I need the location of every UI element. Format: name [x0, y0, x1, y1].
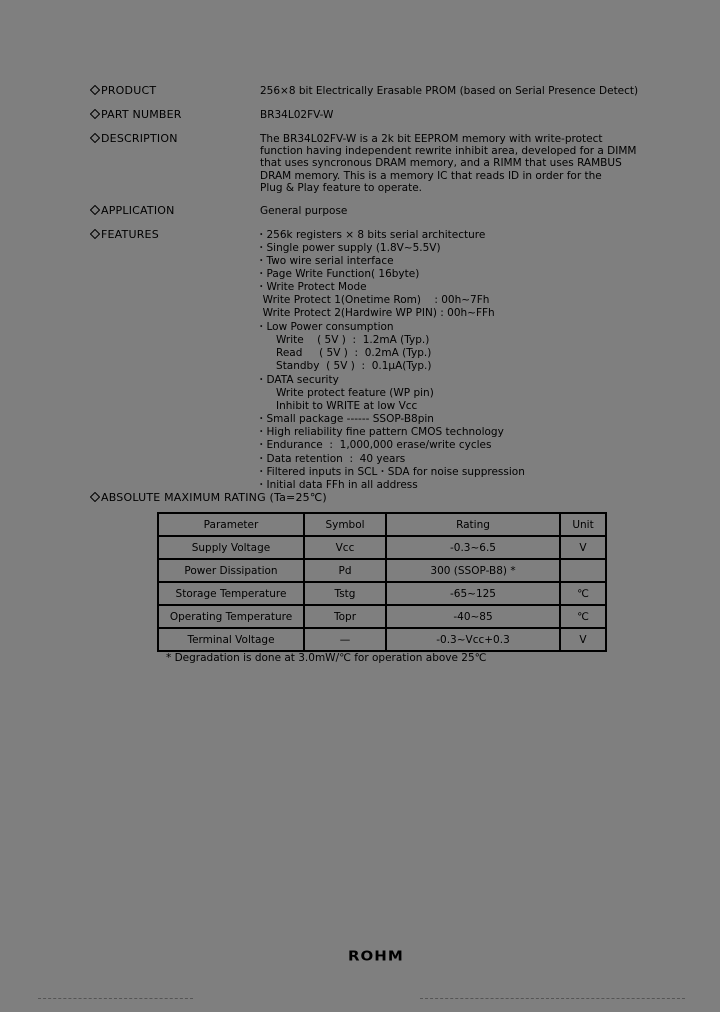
- feature-item: ・High reliability fine pattern CMOS technology: [256, 426, 504, 438]
- absolute-max-table: [157, 512, 607, 652]
- diamond-icon: [90, 85, 100, 95]
- feature-item: ・Small package ------ SSOP-B8pin: [256, 413, 434, 425]
- cell-parameter: Supply Voltage: [158, 536, 304, 559]
- cell-parameter: Storage Temperature: [158, 582, 304, 605]
- absolute-max-label: ABSOLUTE MAXIMUM RATING (Ta=25℃): [90, 491, 327, 504]
- cell-rating: -65~125: [386, 582, 560, 605]
- description-line: function having independent rewrite inhibit area, developed for a DIMM: [260, 145, 637, 158]
- rohm-logo: ROHM: [348, 947, 404, 965]
- feature-item: Write Protect 2(Hardwire WP PIN) : 00h~FFh: [256, 307, 495, 319]
- diamond-icon: [90, 109, 100, 119]
- feature-item: ・Endurance : 1,000,000 erase/write cycles: [256, 439, 492, 451]
- feature-item: Write Protect 1(Onetime Rom) : 00h~7Fh: [256, 294, 490, 306]
- feature-item: Inhibit to WRITE at low Vcc: [256, 400, 418, 412]
- diamond-icon: [90, 229, 100, 239]
- footer-divider-right: [420, 998, 685, 999]
- diamond-icon: [90, 492, 100, 502]
- cell-rating: -0.3~6.5: [386, 536, 560, 559]
- cell-symbol: Vcc: [304, 536, 386, 559]
- table-row: [158, 582, 606, 605]
- feature-item: Write protect feature (WP pin): [256, 387, 434, 399]
- table-row: [158, 605, 606, 628]
- feature-item: ・Low Power consumption: [256, 321, 394, 333]
- header-symbol: Symbol: [304, 513, 386, 536]
- cell-parameter: Terminal Voltage: [158, 628, 304, 651]
- degradation-note: * Degradation is done at 3.0mW/℃ for operation above 25℃: [166, 652, 487, 664]
- footer-divider-left: [38, 998, 193, 999]
- feature-item: ・Single power supply (1.8V~5.5V): [256, 242, 441, 254]
- cell-rating: 300 (SSOP-B8) *: [386, 559, 560, 582]
- header-rating: Rating: [386, 513, 560, 536]
- diamond-icon: [90, 133, 100, 143]
- description-label: DESCRIPTION: [90, 132, 178, 145]
- feature-item: Read ( 5V ) : 0.2mA (Typ.): [256, 347, 432, 359]
- description-line: Plug & Play feature to operate.: [260, 181, 423, 194]
- part-number-label: PART NUMBER: [90, 108, 182, 121]
- product-label: PRODUCT: [90, 84, 156, 97]
- cell-symbol: Pd: [304, 559, 386, 582]
- feature-item: Standby ( 5V ) : 0.1μA(Typ.): [256, 360, 432, 372]
- cell-symbol: Topr: [304, 605, 386, 628]
- cell-unit: ℃: [560, 582, 606, 605]
- cell-rating: -40~85: [386, 605, 560, 628]
- cell-symbol: —: [304, 628, 386, 651]
- cell-unit: V: [560, 628, 606, 651]
- header-unit: Unit: [560, 513, 606, 536]
- part-number-value: BR34L02FV-W: [260, 109, 334, 121]
- description-text: [260, 133, 660, 194]
- table-row: [158, 559, 606, 582]
- cell-unit: V: [560, 536, 606, 559]
- feature-item: ・Filtered inputs in SCL・SDA for noise suppression: [256, 466, 525, 478]
- feature-item: ・Initial data FFh in all address: [256, 479, 418, 491]
- feature-item: ・Write Protect Mode: [256, 281, 367, 293]
- table-header-row: [158, 513, 606, 536]
- feature-item: ・Two wire serial interface: [256, 255, 394, 267]
- features-label: FEATURES: [90, 228, 159, 241]
- diamond-icon: [90, 205, 100, 215]
- header-parameter: Parameter: [158, 513, 304, 536]
- product-value: 256×8 bit Electrically Erasable PROM (based on Serial Presence Detect): [260, 85, 639, 97]
- feature-item: ・Page Write Function( 16byte): [256, 268, 420, 280]
- cell-unit: ℃: [560, 605, 606, 628]
- description-line: The BR34L02FV-W is a 2k bit EEPROM memory with write-protect: [260, 133, 603, 145]
- feature-item: Write ( 5V ) : 1.2mA (Typ.): [256, 334, 430, 346]
- feature-item: ・256k registers × 8 bits serial architecture: [256, 229, 486, 241]
- description-line: DRAM memory. This is a memory IC that reads ID in order for the: [260, 169, 602, 182]
- application-value: General purpose: [260, 205, 348, 217]
- application-label: APPLICATION: [90, 204, 175, 217]
- cell-parameter: Power Dissipation: [158, 559, 304, 582]
- feature-item: ・Data retention : 40 years: [256, 453, 406, 465]
- feature-item: ・DATA security: [256, 374, 339, 386]
- table-row: [158, 536, 606, 559]
- cell-unit: [560, 559, 606, 582]
- cell-rating: -0.3~Vcc+0.3: [386, 628, 560, 651]
- table-row: [158, 628, 606, 651]
- description-line: that uses syncronous DRAM memory, and a RIMM that uses RAMBUS: [260, 157, 622, 170]
- cell-parameter: Operating Temperature: [158, 605, 304, 628]
- cell-symbol: Tstg: [304, 582, 386, 605]
